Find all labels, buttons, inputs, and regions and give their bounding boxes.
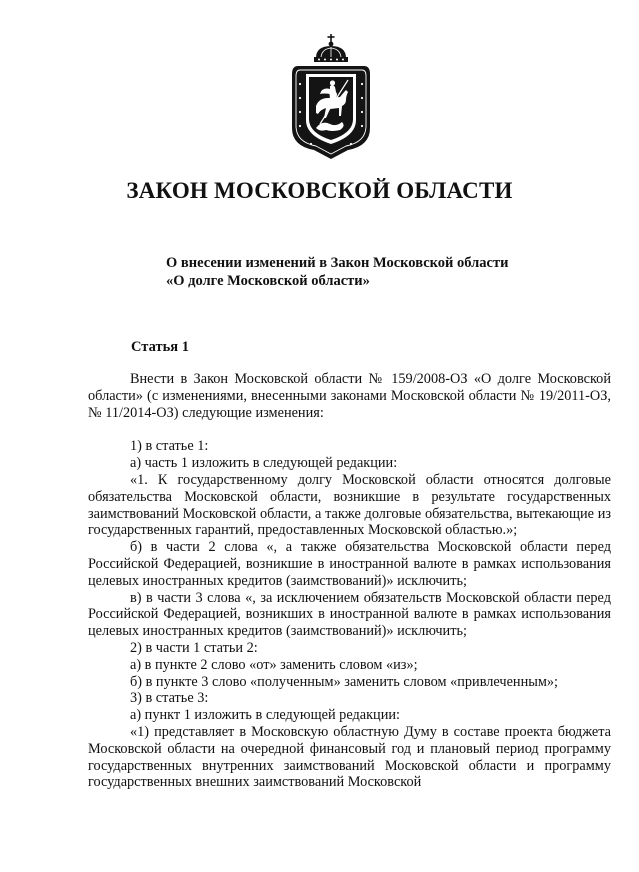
document-title: ЗАКОН МОСКОВСКОЙ ОБЛАСТИ <box>126 178 513 203</box>
subject-line: О внесении изменений в Закон Московской области <box>166 255 509 271</box>
paragraph: 1) в статье 1: <box>130 438 209 455</box>
article-body <box>88 371 611 791</box>
paragraph: «1. К государственному долгу Московской области относятся долговые обязательства Московской области, возникшие в результате государственных заимствований Московской области, а также долговые обязательства, вытекающие из государственных гарантий, предоставленных Московской областью.»; <box>88 471 611 539</box>
document-subject <box>166 254 508 290</box>
paragraph: б) в пункте 3 слово «полученным» заменить словом «привлеченным»; <box>130 673 558 690</box>
paragraph: а) часть 1 изложить в следующей редакции: <box>130 455 398 472</box>
paragraph: «1) представляет в Московскую областную Думу в составе проекта бюджета Московской области на очередной финансовый год и плановый период программу государственных внутренних заимствований Московской области и программу государственных внешних заимствований Московской <box>88 723 611 791</box>
paragraph: 3) в статье 3: <box>130 690 209 707</box>
crown-icon <box>314 34 348 62</box>
paragraph: б) в части 2 слова «, а также обязательства Московской области перед Российской Федерацией, возникшие в иностранной валюте в рамках использования целевых иностранных кредитов (заимствований)» исключить; <box>88 539 611 589</box>
paragraph: 2) в части 1 статьи 2: <box>130 639 258 656</box>
subject-line: «О долге Московской области» <box>166 273 370 289</box>
paragraph: а) в пункте 2 слово «от» заменить словом «из»; <box>130 656 418 673</box>
article-title: Статья 1 <box>131 339 189 355</box>
coat-of-arms-icon <box>286 32 376 162</box>
paragraph: а) пункт 1 изложить в следующей редакции: <box>130 707 400 724</box>
paragraph: Внести в Закон Московской области № 159/2008-ОЗ «О долге Московской области» (с изменениями, внесенными законами Московской области № 19/2011-ОЗ, № 11/2014-ОЗ) следующие изменения: <box>88 371 611 421</box>
paragraph: в) в части 3 слова «, за исключением обязательств Московской области перед Российской Федерацией, возникших в иностранной валюте в рамках использования целевых иностранных кредитов (заимствований)» исключить; <box>88 589 611 640</box>
